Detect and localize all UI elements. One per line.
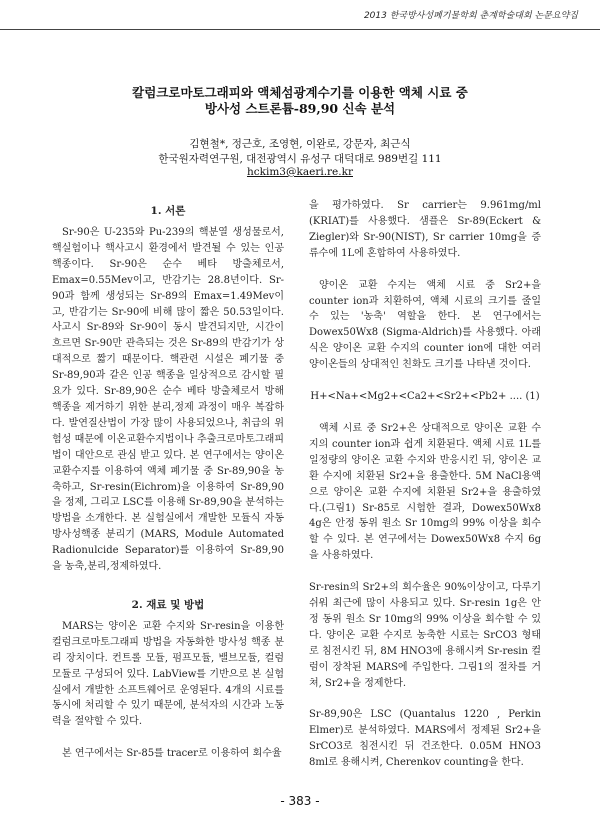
header-rule bbox=[0, 29, 600, 30]
left-column bbox=[52, 203, 284, 762]
affinity-equation: H+<Na+<Mg2+<Ca2+<Sr2+<Pb2+ .... (1) bbox=[310, 391, 540, 403]
section-heading-methods: 2. 재료 및 방법 bbox=[131, 598, 205, 611]
running-header: 2013 한국방사성폐기물학회 춘계학술대회 논문요약집 bbox=[363, 11, 578, 21]
author-list: 김현철*, 정근호, 조영현, 이완로, 강문자, 최근식 bbox=[189, 138, 411, 150]
carrier-paragraph: 을 평가하였다. Sr carrier는 9.961mg/ml (KRIAT)를 사용했다. 샘플은 Sr-89(Eckert & Ziegler)와 Sr-90(NIST), Sr carrier 10mg을 증류수에 1L에 혼합하여 사용하였다. bbox=[309, 200, 541, 259]
elution-paragraph: 액체 시료 중 Sr2+은 상대적으로 양이온 교환 수지의 counter ion과 쉽게 치환된다. 액체 시료 1L를 일정량의 양이온 교환 수지와 반응시킨 뒤, 양이온 교환 수지에 치환된 Sr2+을 용출한다. 5M NaCl용액으로 양이온 교환 수지에 치환된 Sr2+을 용출하였다.(그림1) Sr-85로 시험한 결과, Dowex50Wx8 4g은 안정 동위 원소 Sr 10mg의 99% 이상을 회수할 수 있다. 본 연구에서는 Dowex50Wx8 수지 6g을 사용하였다. bbox=[309, 422, 541, 562]
paper-title-line-2: 방사성 스트론튬-89,90 신속 분석 bbox=[204, 101, 396, 116]
section-heading-intro: 1. 서론 bbox=[150, 205, 186, 217]
tracer-paragraph: 본 연구에서는 Sr-85를 tracer로 이용하여 회수율 bbox=[62, 748, 282, 760]
sr-resin-paragraph: Sr-resin의 Sr2+의 회수율은 90%이상이고, 다루기 쉬워 최근에 많이 사용되고 있다. Sr-resin 1g은 안정 동위 원소 Sr 10mg의 99% 이상을 회수할 수 있다. 양이온 교환 수지로 농축한 시료는 SrCO3 형태로 침전시킨 뒤, 8M HNO3에 용해시켜 Sr-resin 컬럼이 장착된 MARS에 주입한다. 그림1의 절차를 거쳐, Sr2+을 정제한다. bbox=[309, 582, 541, 689]
paragraph-spacer bbox=[309, 564, 541, 580]
right-column bbox=[309, 198, 541, 771]
page-number: - 383 - bbox=[280, 794, 320, 808]
intro-paragraph: Sr-90은 U-235와 Pu-239의 핵분열 생성물로서, 핵실험이나 핵사고시 환경에서 발견될 수 있는 인공 핵종이다. Sr-90은 순수 베타 방출체로서, Emax=0.55Mev이고, 반감기는 28.8년이다. Sr-90과 함께 생성되는 Sr-89의 Emax=1.49Mev이고, 반감기는 Sr-90에 비해 많이 짧은 50.53일이다. 사고시 Sr-89와 Sr-90이 동시 발견되지만, 시간이 흐르면 Sr-90만 관측되는 것은 Sr-89의 반감기가 상대적으로 짧기 때문이다. 핵관련 시설은 폐기물 중 Sr-89,90과 같은 인공 핵종을 일상적으로 감시할 필요가 있다. Sr-89,90은 순수 베타 방출체로서 방해 핵종을 제거하기 위한 분리,정제 과정이 매우 복잡하다. 발연질산법이 가장 많이 사용되었으나, 취급의 위험성 때문에 이온교환수지법이나 추출크로마토그래피법이 대안으로 관심 받고 있다. 본 연구에서는 양이온 교환수지를 이용하여 액체 폐기물 중 Sr-89,90을 농축하고, Sr-resin(Eichrom)을 이용하여 Sr-89,90을 정제, 그리고 LSC를 이용해 Sr-89,90을 분석하는 방법을 소개한다. 본 실험실에서 개발한 모듈식 자동 방사성핵종 분리기 (MARS, Module Automated Radionulcide Separator)를 이용하여 Sr-89,90을 농축,분리,정제하였다. bbox=[52, 227, 284, 573]
affiliation: 한국원자력연구원, 대전광역시 유성구 대덕대로 989번길 111 bbox=[158, 153, 442, 165]
methods-paragraph: MARS는 양이온 교환 수지와 Sr-resin을 이용한 컬럼크로마토그래피 방법을 자동화한 방사성 핵종 분리 장치이다. 컨트롤 모듈, 펌프모듈, 밸브모듈, 컬럼모듈로 구성되어 있다. LabView를 기반으로 본 실험실에서 개발한 소프트웨어로 운영된다. 4개의 시료를 동시에 처리할 수 있기 때문에, 분석자의 시간과 노동력을 절약할 수 있다. bbox=[52, 620, 284, 728]
lsc-paragraph: Sr-89,90은 LSC (Quantalus 1220 , Perkin Elmer)로 분석하였다. MARS에서 정제된 Sr2+을 SrCO3로 침전시킨 뒤 건조한다. 0.05M HNO3 8ml로 용해시켜, Cherenkov counting을 한다. bbox=[309, 709, 541, 769]
paragraph-spacer bbox=[309, 262, 541, 278]
contact-email bbox=[0, 166, 600, 178]
email-link[interactable]: hckim3@kaeri.re.kr bbox=[246, 166, 353, 178]
ion-exchange-paragraph: 양이온 교환 수지는 액체 시료 중 Sr2+을 counter ion과 치환하여, 액체 시료의 크기를 줄일 수 있는 '농축' 역할을 한다. 본 연구에서는 Dowex50Wx8 (Sigma-Aldrich)를 사용했다. 아래 식은 양이온 교환 수지의 counter ion에 대한 여러 양이온들의 상대적인 친화도 크기를 나타낸 것이다. bbox=[309, 279, 541, 371]
paragraph-spacer bbox=[309, 691, 541, 707]
paragraph-spacer bbox=[52, 730, 284, 746]
section-spacer bbox=[52, 575, 284, 597]
paper-title-line-1: 칼럼크로마토그래피와 액체섬광계수기를 이용한 액체 시료 중 bbox=[132, 85, 468, 100]
